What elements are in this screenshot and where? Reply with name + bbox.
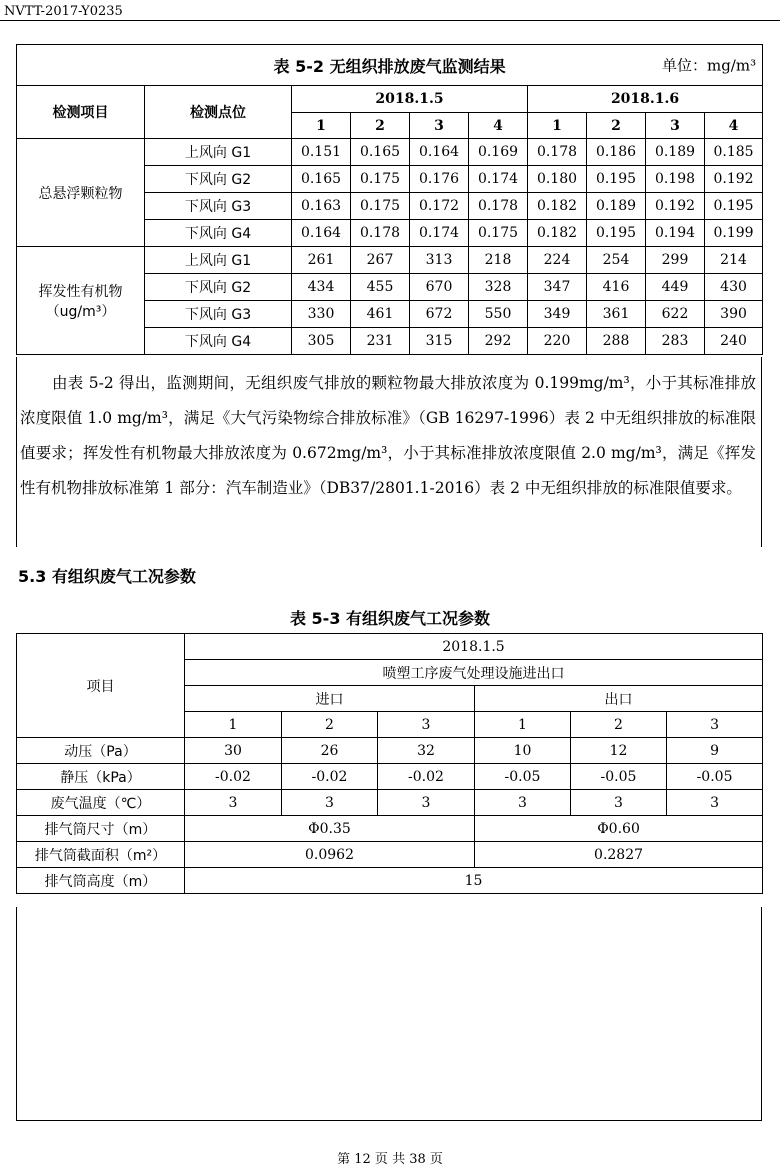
value-cell: 0.175 [351, 193, 410, 220]
column-header-item: 检测项目 [17, 86, 145, 139]
seq-header: 1 [292, 113, 351, 139]
value-cell: 0.185 [705, 139, 763, 166]
seq-header: 1 [185, 712, 282, 738]
value-cell: 0.175 [469, 220, 528, 247]
date-header: 2018.1.5 [185, 634, 763, 660]
value-cell: 0.164 [410, 139, 469, 166]
seq-header: 4 [469, 113, 528, 139]
table-row [17, 842, 763, 868]
point-cell: 下风向 G3 [145, 193, 292, 220]
value-cell: 0.164 [292, 220, 351, 247]
document-id: NVTT-2017-Y0235 [4, 4, 123, 19]
group-name-tsp: 总悬浮颗粒物 [17, 139, 145, 247]
value-cell: 231 [351, 328, 410, 355]
value-cell: 430 [705, 274, 763, 301]
value-cell: 0.178 [351, 220, 410, 247]
table-5-2-title-cell [17, 45, 763, 86]
value-cell: 0.174 [410, 220, 469, 247]
value-cell: 0.175 [351, 166, 410, 193]
table-row [17, 247, 763, 274]
value-cell: 315 [410, 328, 469, 355]
value-cell: 3 [378, 790, 475, 816]
value-cell: 0.186 [587, 139, 646, 166]
table-row [17, 139, 763, 166]
value-cell: 214 [705, 247, 763, 274]
value-cell: 390 [705, 301, 763, 328]
value-cell: 455 [351, 274, 410, 301]
value-cell: 461 [351, 301, 410, 328]
point-cell: 下风向 G4 [145, 328, 292, 355]
table-5-2 [16, 44, 763, 355]
value-cell: 672 [410, 301, 469, 328]
column-header-point: 检测点位 [145, 86, 292, 139]
date-header-2: 2018.1.6 [528, 86, 763, 113]
value-cell: 313 [410, 247, 469, 274]
value-cell: 330 [292, 301, 351, 328]
row-label: 排气筒尺寸（m） [17, 816, 185, 842]
value-cell: 3 [475, 790, 571, 816]
value-cell: 0.199 [705, 220, 763, 247]
table-5-3 [16, 633, 763, 894]
value-cell: 0.194 [646, 220, 705, 247]
value-cell: 0.189 [587, 193, 646, 220]
value-cell: 288 [587, 328, 646, 355]
value-cell: -0.02 [282, 764, 378, 790]
table-row [17, 816, 763, 842]
outlet-header: 出口 [475, 686, 763, 712]
group-name-voc-cell [17, 247, 145, 355]
seq-header: 4 [705, 113, 763, 139]
value-cell: 416 [587, 274, 646, 301]
row-label: 排气筒截面积（m²） [17, 842, 185, 868]
value-cell: 0.195 [587, 166, 646, 193]
value-cell: -0.02 [378, 764, 475, 790]
value-cell: 0.2827 [475, 842, 763, 868]
value-cell: 0.165 [351, 139, 410, 166]
value-cell: 224 [528, 247, 587, 274]
seq-header: 2 [282, 712, 378, 738]
value-cell: 0.192 [646, 193, 705, 220]
row-label: 排气筒高度（m） [17, 868, 185, 894]
value-cell: 0.163 [292, 193, 351, 220]
value-cell: 349 [528, 301, 587, 328]
point-cell: 上风向 G1 [145, 247, 292, 274]
value-cell: 32 [378, 738, 475, 764]
value-cell: 10 [475, 738, 571, 764]
value-cell: 361 [587, 301, 646, 328]
table-5-2-unit: 单位：mg/m³ [661, 56, 757, 75]
point-cell: 下风向 G2 [145, 166, 292, 193]
blank-frame [16, 907, 762, 1121]
value-cell: 305 [292, 328, 351, 355]
table-5-3-title: 表 5-3 有组织废气工况参数 [289, 609, 491, 628]
value-cell: 550 [469, 301, 528, 328]
value-cell: 0.174 [469, 166, 528, 193]
value-cell: Φ0.60 [475, 816, 763, 842]
seq-header: 2 [351, 113, 410, 139]
facility-header: 喷塑工序废气处理设施进出口 [185, 660, 763, 686]
row-label: 动压（Pa） [17, 738, 185, 764]
value-cell: 0.180 [528, 166, 587, 193]
seq-header: 3 [667, 712, 763, 738]
value-cell: 12 [571, 738, 667, 764]
value-cell: 292 [469, 328, 528, 355]
value-cell: 0.169 [469, 139, 528, 166]
value-cell: 3 [185, 790, 282, 816]
value-cell: 0.192 [705, 166, 763, 193]
value-cell: 0.178 [469, 193, 528, 220]
value-cell: 15 [185, 868, 763, 894]
value-cell: 220 [528, 328, 587, 355]
value-cell: 347 [528, 274, 587, 301]
value-cell: 622 [646, 301, 705, 328]
value-cell: 0.165 [292, 166, 351, 193]
seq-header: 2 [571, 712, 667, 738]
value-cell: 218 [469, 247, 528, 274]
point-cell: 下风向 G2 [145, 274, 292, 301]
value-cell: 299 [646, 247, 705, 274]
value-cell: 0.182 [528, 193, 587, 220]
value-cell: 0.195 [705, 193, 763, 220]
value-cell: 3 [571, 790, 667, 816]
value-cell: 30 [185, 738, 282, 764]
value-cell: 261 [292, 247, 351, 274]
row-label: 静压（kPa） [17, 764, 185, 790]
table-5-2-title: 表 5-2 无组织排放废气监测结果 [273, 56, 506, 76]
value-cell: 0.182 [528, 220, 587, 247]
value-cell: 0.151 [292, 139, 351, 166]
value-cell: 9 [667, 738, 763, 764]
value-cell: -0.02 [185, 764, 282, 790]
value-cell: 26 [282, 738, 378, 764]
section-heading: 5.3 有组织废气工况参数 [18, 567, 196, 586]
value-cell: 434 [292, 274, 351, 301]
value-cell: 3 [667, 790, 763, 816]
value-cell: 0.176 [410, 166, 469, 193]
header-rule [0, 20, 780, 21]
seq-header: 3 [646, 113, 705, 139]
value-cell: 0.172 [410, 193, 469, 220]
seq-header: 2 [587, 113, 646, 139]
conclusion-paragraph: 由表 5-2 得出，监测期间，无组织废气排放的颗粒物最大排放浓度为 0.199mg/m³，小于其标准排放浓度限值 1.0 mg/m³，满足《大气污染物综合排放标准》（GB 16297-1996）表 2 中无组织排放的标准限值要求；挥发性有机物最大排放浓度为 0.672mg/m³，小于其标准排放浓度限值 2.0 mg/m³，满足《挥发性有机物排放标准第 1 部分：汽车制造业》（DB37/2801.1-2016）表 2 中无组织排放的标准限值要求。 [20, 374, 756, 497]
group-name-voc: 挥发性有机物 [38, 283, 123, 300]
date-header-1: 2018.1.5 [292, 86, 528, 113]
value-cell: -0.05 [571, 764, 667, 790]
value-cell: 0.0962 [185, 842, 475, 868]
value-cell: 0.189 [646, 139, 705, 166]
seq-header: 1 [528, 113, 587, 139]
seq-header: 3 [410, 113, 469, 139]
value-cell: 328 [469, 274, 528, 301]
value-cell: -0.05 [667, 764, 763, 790]
value-cell: 449 [646, 274, 705, 301]
table-row [17, 764, 763, 790]
value-cell: 670 [410, 274, 469, 301]
point-cell: 下风向 G4 [145, 220, 292, 247]
point-cell: 下风向 G3 [145, 301, 292, 328]
value-cell: 283 [646, 328, 705, 355]
page-number: 第 12 页 共 38 页 [337, 1152, 443, 1167]
value-cell: -0.05 [475, 764, 571, 790]
point-cell: 上风向 G1 [145, 139, 292, 166]
group-unit-voc: （ug/m³） [45, 303, 116, 320]
value-cell: 0.198 [646, 166, 705, 193]
table-row [17, 790, 763, 816]
table-row [17, 868, 763, 894]
row-label: 废气温度（℃） [17, 790, 185, 816]
value-cell: 3 [282, 790, 378, 816]
table-row [17, 738, 763, 764]
value-cell: Φ0.35 [185, 816, 475, 842]
value-cell: 267 [351, 247, 410, 274]
seq-header: 1 [475, 712, 571, 738]
inlet-header: 进口 [185, 686, 475, 712]
value-cell: 240 [705, 328, 763, 355]
seq-header: 3 [378, 712, 475, 738]
value-cell: 254 [587, 247, 646, 274]
value-cell: 0.195 [587, 220, 646, 247]
column-header-item: 项目 [17, 634, 185, 738]
value-cell: 0.178 [528, 139, 587, 166]
